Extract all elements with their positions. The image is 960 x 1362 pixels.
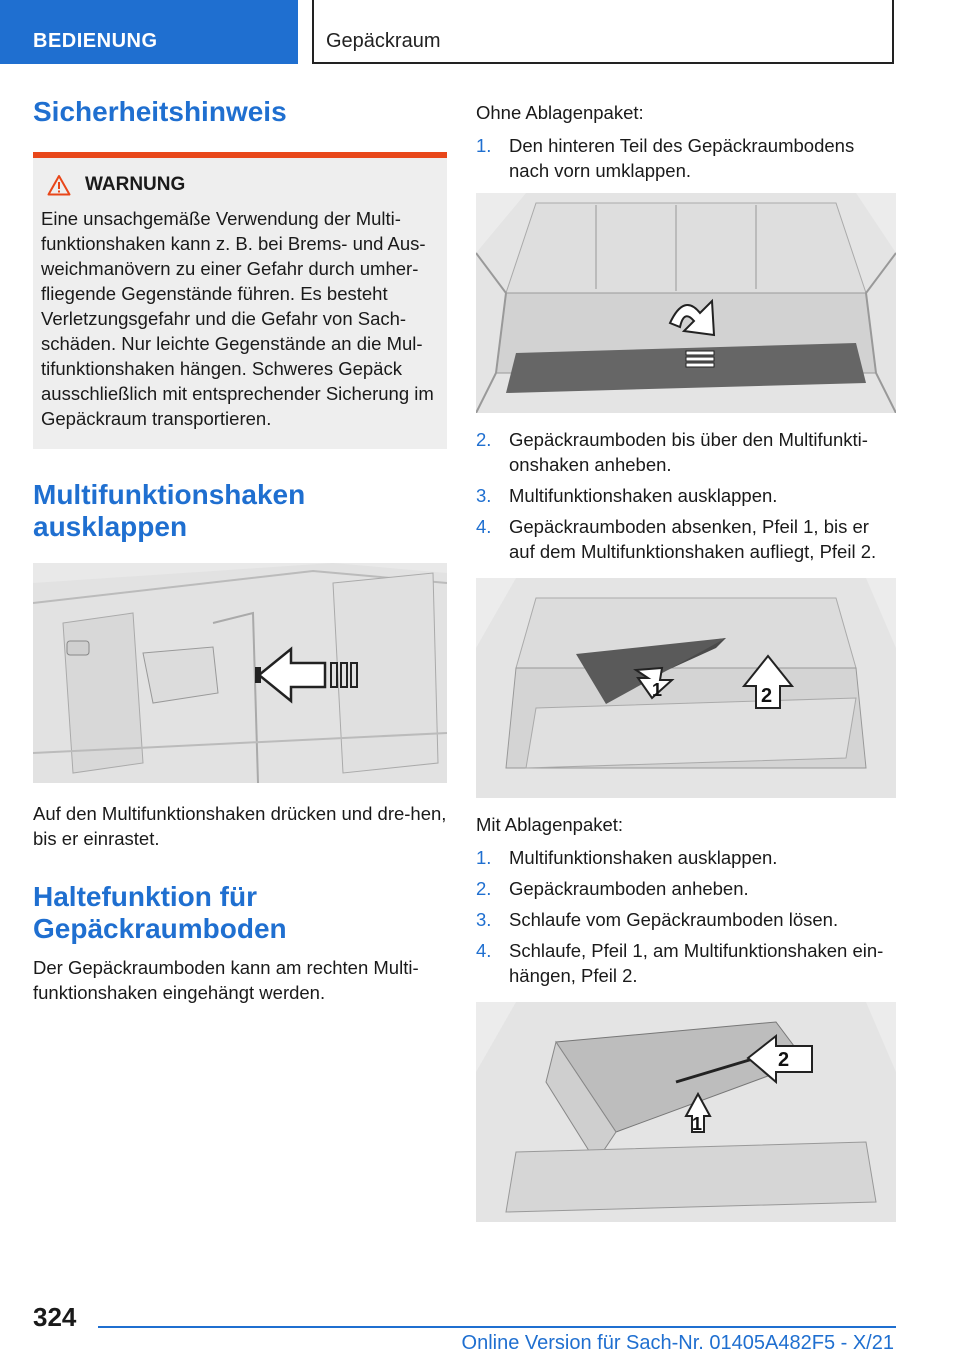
with-pack-label: Mit Ablagenpaket: [476, 814, 624, 835]
without-steps-a [476, 133, 896, 183]
step-number: 2. [476, 878, 492, 899]
page-number: 324 [33, 1302, 77, 1332]
figure-hook-fold [33, 563, 447, 783]
warning-text: Eine unsachgemäße Verwendung der Multi-funktionshaken kann z. B. bei Brems- und Aus-weichmanövern zu einer Gefahr durch umher-fliegende Gegenstände führen. Es besteht Verletzungsgefahr und die Gefahr von Sach-schäden. Nur leichte Gegenstände an die Mul-tifunktionshaken hängen. Schweres Gepäck ausschließlich mit entsprechender Sicherung im Gepäckraum transportieren. [41, 208, 434, 429]
arrow-label-2: 2 [761, 685, 773, 707]
step-text: Schlaufe, Pfeil 1, am Multifunktionshaken ein-hängen, Pfeil 2. [509, 940, 884, 986]
warning-triangle-icon [47, 174, 71, 196]
floor-lower-illustration [476, 578, 896, 798]
step-number: 3. [476, 485, 492, 506]
step-number: 1. [476, 135, 492, 156]
list-item [476, 907, 896, 932]
arrow-label-2: 2 [778, 1049, 790, 1071]
footer-version: Online Version für Sach-Nr. 01405A482F5 - X/21 [461, 1332, 894, 1354]
step-text: Gepäckraumboden anheben. [509, 878, 749, 899]
list-item [476, 427, 896, 477]
left-column [33, 96, 447, 1005]
list-item [476, 938, 896, 988]
step-number: 2. [476, 429, 492, 450]
heading-safety: Sicherheitshinweis [33, 96, 287, 127]
chapter-header [312, 0, 894, 64]
step-text: Gepäckraumboden bis über den Multifunkti-onshaken anheben. [509, 429, 868, 475]
step-number: 1. [476, 847, 492, 868]
list-item [476, 876, 896, 901]
chapter-title: Gepäckraum [326, 30, 441, 52]
step-text: Schlaufe vom Gepäckraumboden lösen. [509, 909, 839, 930]
step-number: 3. [476, 909, 492, 930]
fold-instruction: Auf den Multifunktionshaken drücken und dre-hen, bis er einrastet. [33, 803, 447, 849]
loop-hang-illustration [476, 1002, 896, 1222]
floor-fold-illustration [476, 193, 896, 413]
with-steps [476, 845, 896, 988]
section-tab [0, 0, 298, 64]
without-pack-label: Ohne Ablagenpaket: [476, 102, 644, 123]
right-column [476, 100, 896, 1222]
list-item [476, 133, 896, 183]
without-steps-b [476, 427, 896, 564]
warning-box [33, 152, 447, 449]
hold-text: Der Gepäckraumboden kann am rechten Multi-funktionshaken eingehängt werden. [33, 957, 419, 1003]
section-label: BEDIENUNG [33, 30, 158, 52]
list-item [476, 845, 896, 870]
figure-loop-hang [476, 1002, 896, 1222]
heading-fold: Multifunktionshaken ausklappen [33, 479, 306, 542]
list-item [476, 483, 896, 508]
step-text: Multifunktionshaken ausklappen. [509, 485, 778, 506]
step-text: Gepäckraumboden absenken, Pfeil 1, bis er auf dem Multifunktionshaken aufliegt, Pfeil 2. [509, 516, 877, 562]
warning-header [47, 174, 439, 196]
step-number: 4. [476, 940, 492, 961]
heading-hold: Haltefunktion für Gepäckraumboden [33, 881, 287, 944]
arrow-label-1: 1 [692, 1114, 703, 1134]
step-text: Den hinteren Teil des Gepäckraumbodens nach vorn umklappen. [509, 135, 855, 181]
hook-fold-illustration [33, 563, 447, 783]
footer-divider [98, 1326, 896, 1328]
figure-floor-lower [476, 578, 896, 798]
step-text: Multifunktionshaken ausklappen. [509, 847, 778, 868]
step-number: 4. [476, 516, 492, 537]
list-item [476, 514, 896, 564]
warning-label: WARNUNG [85, 174, 186, 195]
arrow-label-1: 1 [652, 680, 663, 700]
figure-floor-fold [476, 193, 896, 413]
